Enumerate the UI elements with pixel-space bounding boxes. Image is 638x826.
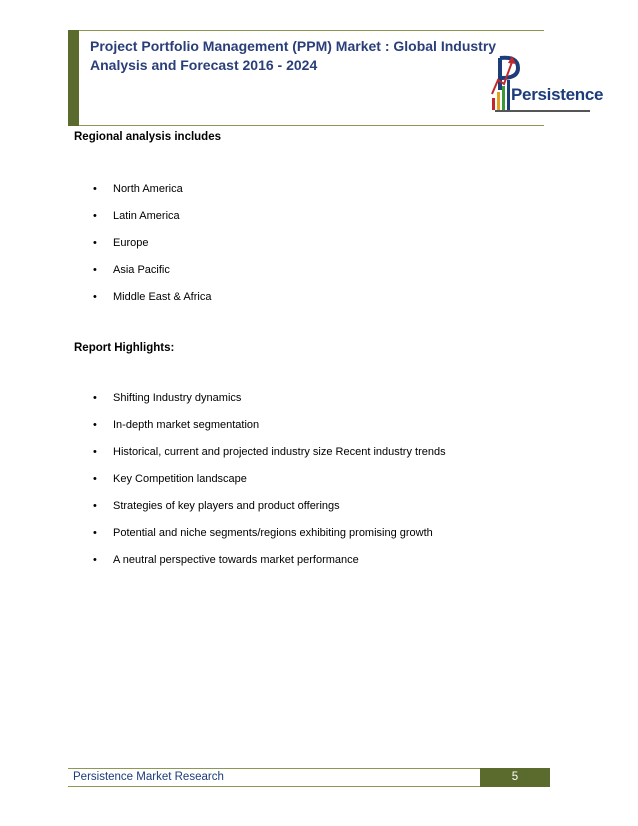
bullet-icon: •: [93, 264, 97, 276]
bullet-icon: •: [93, 183, 97, 195]
bullet-icon: •: [93, 527, 97, 539]
bullet-icon: •: [93, 419, 97, 431]
bullet-icon: •: [93, 554, 97, 566]
regional-heading: Regional analysis includes: [74, 131, 221, 143]
bullet-icon: •: [93, 500, 97, 512]
logo-tagline-image: [495, 107, 590, 115]
footer-company: Persistence Market Research: [73, 771, 224, 783]
highlights-heading: Report Highlights:: [74, 342, 175, 354]
bullet-icon: •: [93, 446, 97, 458]
header-rule-top: [79, 30, 544, 31]
header-accent-bar: [68, 30, 79, 126]
bullet-icon: •: [93, 237, 97, 249]
bullet-icon: •: [93, 291, 97, 303]
bullet-icon: •: [93, 210, 97, 222]
logo-wordmark: Persistence: [511, 85, 604, 104]
bullet-icon: •: [93, 473, 97, 485]
bullet-icon: •: [93, 392, 97, 404]
page-number: 5: [511, 771, 519, 783]
header-rule-bottom: [79, 125, 544, 126]
document-title: Project Portfolio Management (PPM) Market : Global Industry Analysis and Forecast 2016 - 2024: [90, 38, 497, 73]
